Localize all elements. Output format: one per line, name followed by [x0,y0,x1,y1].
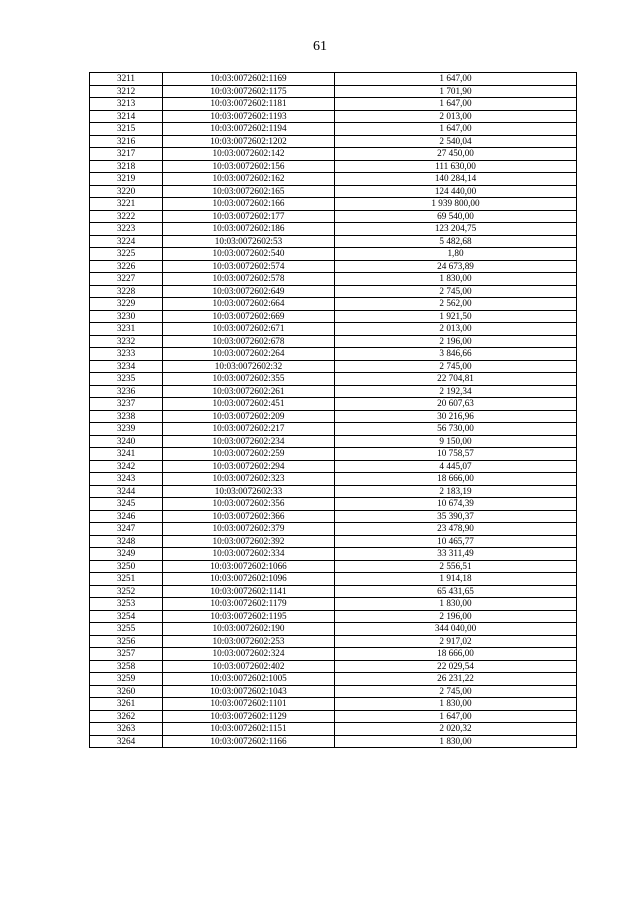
row-number-cell: 3257 [90,648,163,661]
row-number-cell: 3223 [90,223,163,236]
page-number: 61 [313,39,327,54]
cadastral-number-cell: 10:03:0072602:1202 [163,135,335,148]
amount-cell: 26 231,22 [335,673,577,686]
row-number-cell: 3261 [90,698,163,711]
row-number-cell: 3259 [90,673,163,686]
amount-cell: 1 939 800,00 [335,198,577,211]
table-row [90,373,577,386]
table-row [90,723,577,736]
cadastral-number-cell: 10:03:0072602:366 [163,510,335,523]
amount-cell: 3 846,66 [335,348,577,361]
amount-cell: 2 013,00 [335,323,577,336]
table-row [90,135,577,148]
table-row [90,323,577,336]
amount-cell: 20 607,63 [335,398,577,411]
table-row [90,123,577,136]
cadastral-number-cell: 10:03:0072602:451 [163,398,335,411]
table-row [90,648,577,661]
table-row [90,385,577,398]
cadastral-number-cell: 10:03:0072602:177 [163,210,335,223]
row-number-cell: 3255 [90,623,163,636]
row-number-cell: 3251 [90,573,163,586]
amount-cell: 1 830,00 [335,735,577,748]
table-row [90,198,577,211]
table-row [90,623,577,636]
cadastral-number-cell: 10:03:0072602:53 [163,235,335,248]
amount-cell: 1,80 [335,248,577,261]
table-row [90,710,577,723]
cadastral-number-cell: 10:03:0072602:355 [163,373,335,386]
amount-cell: 140 284,14 [335,173,577,186]
amount-cell: 69 540,00 [335,210,577,223]
amount-cell: 1 914,18 [335,573,577,586]
cadastral-number-cell: 10:03:0072602:356 [163,498,335,511]
amount-cell: 2 745,00 [335,285,577,298]
amount-cell: 1 647,00 [335,710,577,723]
table-row [90,185,577,198]
row-number-cell: 3224 [90,235,163,248]
row-number-cell: 3237 [90,398,163,411]
table-row [90,210,577,223]
cadastral-number-cell: 10:03:0072602:1151 [163,723,335,736]
table-row [90,510,577,523]
table-row [90,410,577,423]
table-row [90,635,577,648]
amount-cell: 1 647,00 [335,123,577,136]
row-number-cell: 3225 [90,248,163,261]
amount-cell: 2 745,00 [335,685,577,698]
table-row [90,560,577,573]
cadastral-number-cell: 10:03:0072602:1193 [163,110,335,123]
cadastral-number-cell: 10:03:0072602:261 [163,385,335,398]
amount-cell: 124 440,00 [335,185,577,198]
cadastral-number-cell: 10:03:0072602:323 [163,473,335,486]
table-row [90,298,577,311]
cadastral-number-cell: 10:03:0072602:264 [163,348,335,361]
amount-cell: 24 673,89 [335,260,577,273]
amount-cell: 111 630,00 [335,160,577,173]
table-row [90,498,577,511]
table-row [90,585,577,598]
row-number-cell: 3260 [90,685,163,698]
cadastral-number-cell: 10:03:0072602:578 [163,273,335,286]
amount-cell: 2 183,19 [335,485,577,498]
table-row [90,435,577,448]
amount-cell: 2 556,51 [335,560,577,573]
amount-cell: 65 431,65 [335,585,577,598]
table-row [90,310,577,323]
table-row [90,98,577,111]
amount-cell: 5 482,68 [335,235,577,248]
table-row [90,148,577,161]
table-row [90,523,577,536]
row-number-cell: 3240 [90,435,163,448]
cadastral-number-cell: 10:03:0072602:1141 [163,585,335,598]
amount-cell: 2 562,00 [335,298,577,311]
row-number-cell: 3254 [90,610,163,623]
amount-cell: 2 192,34 [335,385,577,398]
cadastral-number-cell: 10:03:0072602:186 [163,223,335,236]
amount-cell: 123 204,75 [335,223,577,236]
amount-cell: 2 013,00 [335,110,577,123]
row-number-cell: 3218 [90,160,163,173]
cadastral-number-cell: 10:03:0072602:540 [163,248,335,261]
table-row [90,173,577,186]
row-number-cell: 3239 [90,423,163,436]
cadastral-number-cell: 10:03:0072602:324 [163,648,335,661]
amount-cell: 23 478,90 [335,523,577,536]
amount-cell: 2 745,00 [335,360,577,373]
table-row [90,685,577,698]
row-number-cell: 3242 [90,460,163,473]
amount-cell: 1 830,00 [335,598,577,611]
row-number-cell: 3222 [90,210,163,223]
cadastral-number-cell: 10:03:0072602:156 [163,160,335,173]
amount-cell: 2 540,04 [335,135,577,148]
row-number-cell: 3244 [90,485,163,498]
row-number-cell: 3233 [90,348,163,361]
cadastral-number-cell: 10:03:0072602:1195 [163,610,335,623]
row-number-cell: 3248 [90,535,163,548]
table-row [90,398,577,411]
amount-cell: 1 647,00 [335,73,577,86]
cadastral-number-cell: 10:03:0072602:402 [163,660,335,673]
table-row [90,660,577,673]
row-number-cell: 3214 [90,110,163,123]
cadastral-number-cell: 10:03:0072602:259 [163,448,335,461]
cadastral-number-cell: 10:03:0072602:1179 [163,598,335,611]
cadastral-number-cell: 10:03:0072602:1066 [163,560,335,573]
amount-cell: 33 311,49 [335,548,577,561]
cadastral-number-cell: 10:03:0072602:1101 [163,698,335,711]
amount-cell: 1 701,90 [335,85,577,98]
table-row [90,235,577,248]
row-number-cell: 3235 [90,373,163,386]
amount-cell: 10 674,39 [335,498,577,511]
cadastral-number-cell: 10:03:0072602:217 [163,423,335,436]
row-number-cell: 3216 [90,135,163,148]
table-row [90,598,577,611]
table-row [90,698,577,711]
cadastral-number-cell: 10:03:0072602:32 [163,360,335,373]
row-number-cell: 3232 [90,335,163,348]
amount-cell: 2 917,02 [335,635,577,648]
amount-cell: 22 704,81 [335,373,577,386]
table-row [90,335,577,348]
amount-cell: 2 020,32 [335,723,577,736]
row-number-cell: 3236 [90,385,163,398]
row-number-cell: 3258 [90,660,163,673]
table-row [90,473,577,486]
amount-cell: 56 730,00 [335,423,577,436]
amount-cell: 4 445,07 [335,460,577,473]
cadastral-number-cell: 10:03:0072602:1129 [163,710,335,723]
row-number-cell: 3219 [90,173,163,186]
row-number-cell: 3250 [90,560,163,573]
cadastral-number-cell: 10:03:0072602:1194 [163,123,335,136]
row-number-cell: 3228 [90,285,163,298]
row-number-cell: 3226 [90,260,163,273]
cadastral-number-cell: 10:03:0072602:1005 [163,673,335,686]
amount-cell: 1 830,00 [335,698,577,711]
table-row [90,735,577,748]
row-number-cell: 3221 [90,198,163,211]
table-row [90,535,577,548]
table-row [90,360,577,373]
row-number-cell: 3231 [90,323,163,336]
table-row [90,423,577,436]
amount-cell: 1 647,00 [335,98,577,111]
amount-cell: 9 150,00 [335,435,577,448]
cadastral-number-cell: 10:03:0072602:1096 [163,573,335,586]
cadastral-number-cell: 10:03:0072602:649 [163,285,335,298]
row-number-cell: 3217 [90,148,163,161]
row-number-cell: 3246 [90,510,163,523]
cadastral-number-cell: 10:03:0072602:1175 [163,85,335,98]
cadastral-number-cell: 10:03:0072602:253 [163,635,335,648]
cadastral-number-cell: 10:03:0072602:33 [163,485,335,498]
row-number-cell: 3241 [90,448,163,461]
table-row [90,548,577,561]
table-row [90,448,577,461]
row-number-cell: 3264 [90,735,163,748]
table-row [90,273,577,286]
amount-cell: 22 029,54 [335,660,577,673]
row-number-cell: 3263 [90,723,163,736]
row-number-cell: 3229 [90,298,163,311]
cadastral-number-cell: 10:03:0072602:379 [163,523,335,536]
table-row [90,110,577,123]
row-number-cell: 3212 [90,85,163,98]
table-row [90,160,577,173]
amount-cell: 2 196,00 [335,335,577,348]
cadastral-number-cell: 10:03:0072602:669 [163,310,335,323]
cadastral-number-cell: 10:03:0072602:165 [163,185,335,198]
table-row [90,460,577,473]
table-row [90,673,577,686]
table-body [90,73,577,748]
row-number-cell: 3220 [90,185,163,198]
table-row [90,573,577,586]
cadastral-number-cell: 10:03:0072602:190 [163,623,335,636]
cadastral-number-cell: 10:03:0072602:334 [163,548,335,561]
row-number-cell: 3243 [90,473,163,486]
amount-cell: 10 758,57 [335,448,577,461]
table-row [90,248,577,261]
amount-cell: 35 390,37 [335,510,577,523]
row-number-cell: 3238 [90,410,163,423]
amount-cell: 18 666,00 [335,473,577,486]
row-number-cell: 3211 [90,73,163,86]
table-row [90,85,577,98]
row-number-cell: 3227 [90,273,163,286]
cadastral-number-cell: 10:03:0072602:1169 [163,73,335,86]
table-row [90,348,577,361]
cadastral-number-cell: 10:03:0072602:294 [163,460,335,473]
row-number-cell: 3213 [90,98,163,111]
row-number-cell: 3253 [90,598,163,611]
amount-cell: 30 216,96 [335,410,577,423]
amount-cell: 1 830,00 [335,273,577,286]
cadastral-number-cell: 10:03:0072602:1043 [163,685,335,698]
cadastral-number-cell: 10:03:0072602:671 [163,323,335,336]
amount-cell: 2 196,00 [335,610,577,623]
amount-cell: 18 666,00 [335,648,577,661]
cadastral-number-cell: 10:03:0072602:209 [163,410,335,423]
row-number-cell: 3262 [90,710,163,723]
cadastral-number-cell: 10:03:0072602:574 [163,260,335,273]
table-row [90,610,577,623]
row-number-cell: 3245 [90,498,163,511]
table-row [90,285,577,298]
amount-cell: 344 040,00 [335,623,577,636]
cadastral-number-cell: 10:03:0072602:664 [163,298,335,311]
table-row [90,485,577,498]
row-number-cell: 3249 [90,548,163,561]
cadastral-number-cell: 10:03:0072602:392 [163,535,335,548]
row-number-cell: 3252 [90,585,163,598]
amount-cell: 1 921,50 [335,310,577,323]
row-number-cell: 3256 [90,635,163,648]
table-row [90,73,577,86]
row-number-cell: 3234 [90,360,163,373]
cadastral-number-cell: 10:03:0072602:678 [163,335,335,348]
cadastral-number-cell: 10:03:0072602:142 [163,148,335,161]
cadastral-number-cell: 10:03:0072602:1181 [163,98,335,111]
row-number-cell: 3230 [90,310,163,323]
cadastral-number-cell: 10:03:0072602:234 [163,435,335,448]
row-number-cell: 3215 [90,123,163,136]
cadastral-table [89,72,577,748]
amount-cell: 10 465,77 [335,535,577,548]
cadastral-number-cell: 10:03:0072602:1166 [163,735,335,748]
cadastral-number-cell: 10:03:0072602:166 [163,198,335,211]
amount-cell: 27 450,00 [335,148,577,161]
table-row [90,260,577,273]
table-row [90,223,577,236]
cadastral-number-cell: 10:03:0072602:162 [163,173,335,186]
row-number-cell: 3247 [90,523,163,536]
